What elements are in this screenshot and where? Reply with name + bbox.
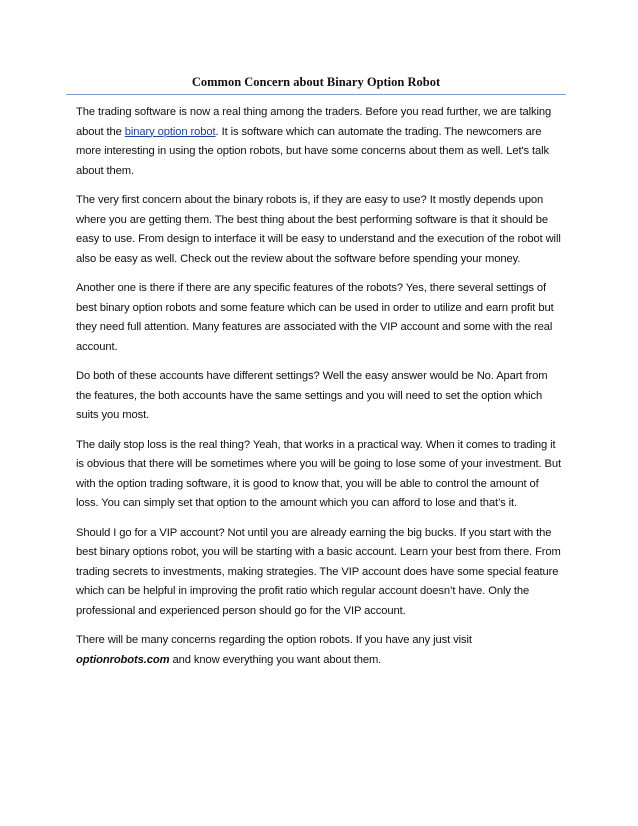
paragraph-5: The daily stop loss is the real thing? Yeah, that works in a practical way. When it comes to trading it is obvious that there will be sometimes where you will be going to lose some of your investment. But with the option trading software, it is good to know that, you will be able to control the amount of loss. You can simply set that option to the amount which you can afford to lose and that’s it. [76,438,561,509]
title-divider [66,94,566,95]
paragraph-7 [76,631,562,670]
optionrobots-link[interactable]: optionrobots.com [76,653,170,666]
binary-option-robot-link[interactable]: binary option robot [124,125,216,138]
paragraph-1-text-before: The trading software is now a real thing among the traders. Before you read further, we are talking about the [76,106,552,138]
document-body [76,103,562,680]
paragraph-2: The very first concern about the binary robots is, if they are easy to use? It mostly depends upon where you are getting them. The best thing about the best performing software is that it should be easy to use. From design to interface it will be easy to understand and the execution of the robot will also be easy as well. Check out the review about the software before spending your money. [76,194,561,265]
paragraph-7-text-after: and know everything you want about them. [169,653,382,666]
paragraph-6: Should I go for a VIP account? Not until you are already earning the big bucks. If you start with the best binary options robot, you will be starting with a basic account. Learn your best from there. From trading secrets to investments, making strategies. The VIP account does have some special feature which can be helpful in improving the profit ratio which regular account doesn’t have. Only the professional and experienced person should go for the VIP account. [76,526,561,617]
paragraph-1-text-after: . It is software which can automate the trading. The newcomers are more interesting in using the option robots, but have some concerns about them as well. Let's talk about them. [76,125,550,177]
paragraph-1 [76,103,562,181]
document-title: Common Concern about Binary Option Robot [191,75,441,89]
paragraph-4: Do both of these accounts have different settings? Well the easy answer would be No. Apart from the features, the both accounts have the same settings and you will need to set the option which suits you most. [76,370,548,421]
paragraph-7-text-before: There will be many concerns regarding the option robots. If you have any just visit [76,634,472,646]
paragraph-3: Another one is there if there are any specific features of the robots? Yes, there several settings of best binary option robots and some feature which can be used in order to utilize and earn profit but they need full attention. Many features are associated with the VIP account and some with the real account. [76,282,554,353]
